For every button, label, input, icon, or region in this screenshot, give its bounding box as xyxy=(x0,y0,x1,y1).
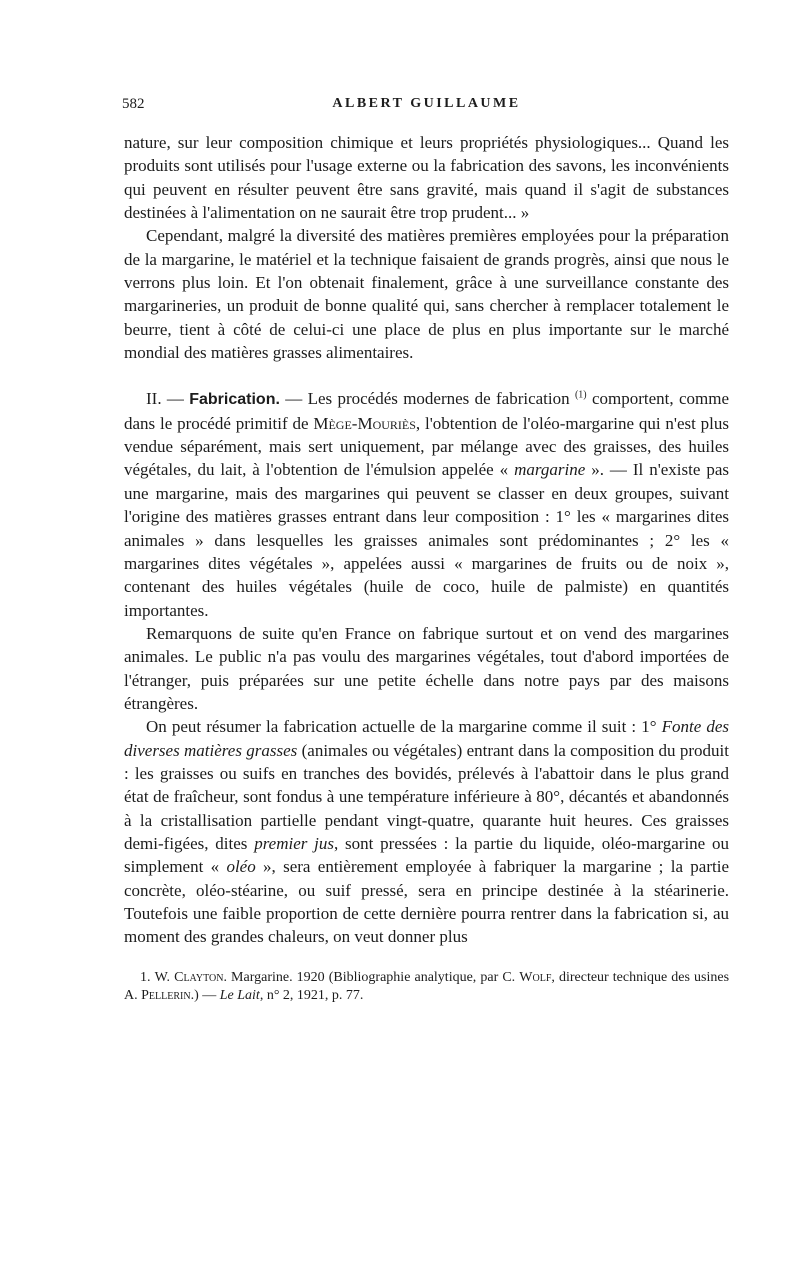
footnote-number: 1. xyxy=(140,969,151,985)
section-paragraph-fabrication: II. — Fabrication. — Les procédés modernes de fabrication $^{(1)}$ comportent, comme dans le procédé primitif de Mège-Mouriès, l'obtention de l'oléo-margarine qui n'est plus vendue séparément, mais sert uniquement, par mélange avec des graisses, des huiles végétales, du lait, à l'obtention de l'émulsion appelée « margarine ». — Il n'existe pas une margarine, mais des margarines qui peuvent se classer en deux groupes, suivant l'origine des matières grasses entrant dans leur composition : 1° les « margarines dites animales » dans lesquelles les graisses animales sont prédominantes ; 2° les « margarines dites végétales », appelées aussi « margarines de fruits ou de noix », contenant des huiles végétales (huile de coco, huile de palmiste) en quantités importantes. xyxy=(124,389,730,620)
book-page xyxy=(124,96,729,1006)
section-numeral: II. — xyxy=(146,389,184,409)
section-heading: Fabrication. xyxy=(189,391,280,409)
running-title: ALBERT GUILLAUME xyxy=(332,96,521,111)
paragraph-continued: nature, sur leur composition chimique et leurs propriétés physiologiques... Quand les produits sont utilisés pour l'usage externe ou la fabrication des savons, les inconvénients qui peuvent en résulter peuvent être sans gravité, mais quand il s'agit de substances destinées à l'alimentation on ne saurait être trop prudent... » xyxy=(124,133,729,223)
paragraph: Cependant, malgré la diversité des matières premières employées pour la préparation de la margarine, le matériel et la technique faisaient de grands progrès, ainsi que nous le verrons plus loin. Et l'on obtenait finalement, grâce à une surveillance constante des margarineries, un produit de bonne qualité qui, sans chercher à remplacer totalement le beurre, tient à côté de celui-ci une place de plus en plus importante sur le marché mondial des matières grasses alimentaires. xyxy=(124,226,729,363)
running-header xyxy=(124,96,729,118)
paragraph: Remarquons de suite qu'en France on fabrique surtout et on vend des margarines animales. Le public n'a pas voulu des margarines végétales, tout d'abord importées de l'étranger, puis préparées sur une petite échelle dans notre pays par des maisons étrangères. xyxy=(124,623,729,713)
body-text xyxy=(124,131,729,949)
person-name: Mège-Mouriès xyxy=(313,413,416,433)
paragraph: On peut résumer la fabrication actuelle de la margarine comme il suit : 1° Fonte des diverses matières grasses (animales ou végétales) entrant dans la composition du produit : les graisses ou suifs en tranches des bovidés, prélevés à l'abattoir dans le plus grand état de fraîcheur, sont fondus à une température inférieure à 80°, décantés et abandonnés à la cristallisation partielle pendant vingt-quatre, quarante huit heures. Ces graisses demi-figées, dites premier jus, sont pressées : la partie du liquide, oléo-margarine ou simplement « oléo », sera entièrement employée à fabriquer la margarine ; la partie concrète, oléo-stéarine, ou suif pressé, sera en principe destinée à la stéarinerie. Toutefois une faible proportion de cette dernière pourra rentrer dans la fabrication si, au moment des grandes chaleurs, on veut donner plus xyxy=(124,717,730,947)
footnote-author: W. Clayton. xyxy=(154,969,227,985)
page-number: 582 xyxy=(122,96,145,112)
footnote-reference: (1) xyxy=(574,389,587,401)
journal-title: Le Lait xyxy=(219,988,260,1004)
footnote: 1. W. Clayton. Margarine. 1920 (Bibliographie analytique, par C. Wolf, directeur technique des usines A. Pellerin.) — Le Lait, n° 2, 1921, p. 77. xyxy=(124,969,730,1004)
